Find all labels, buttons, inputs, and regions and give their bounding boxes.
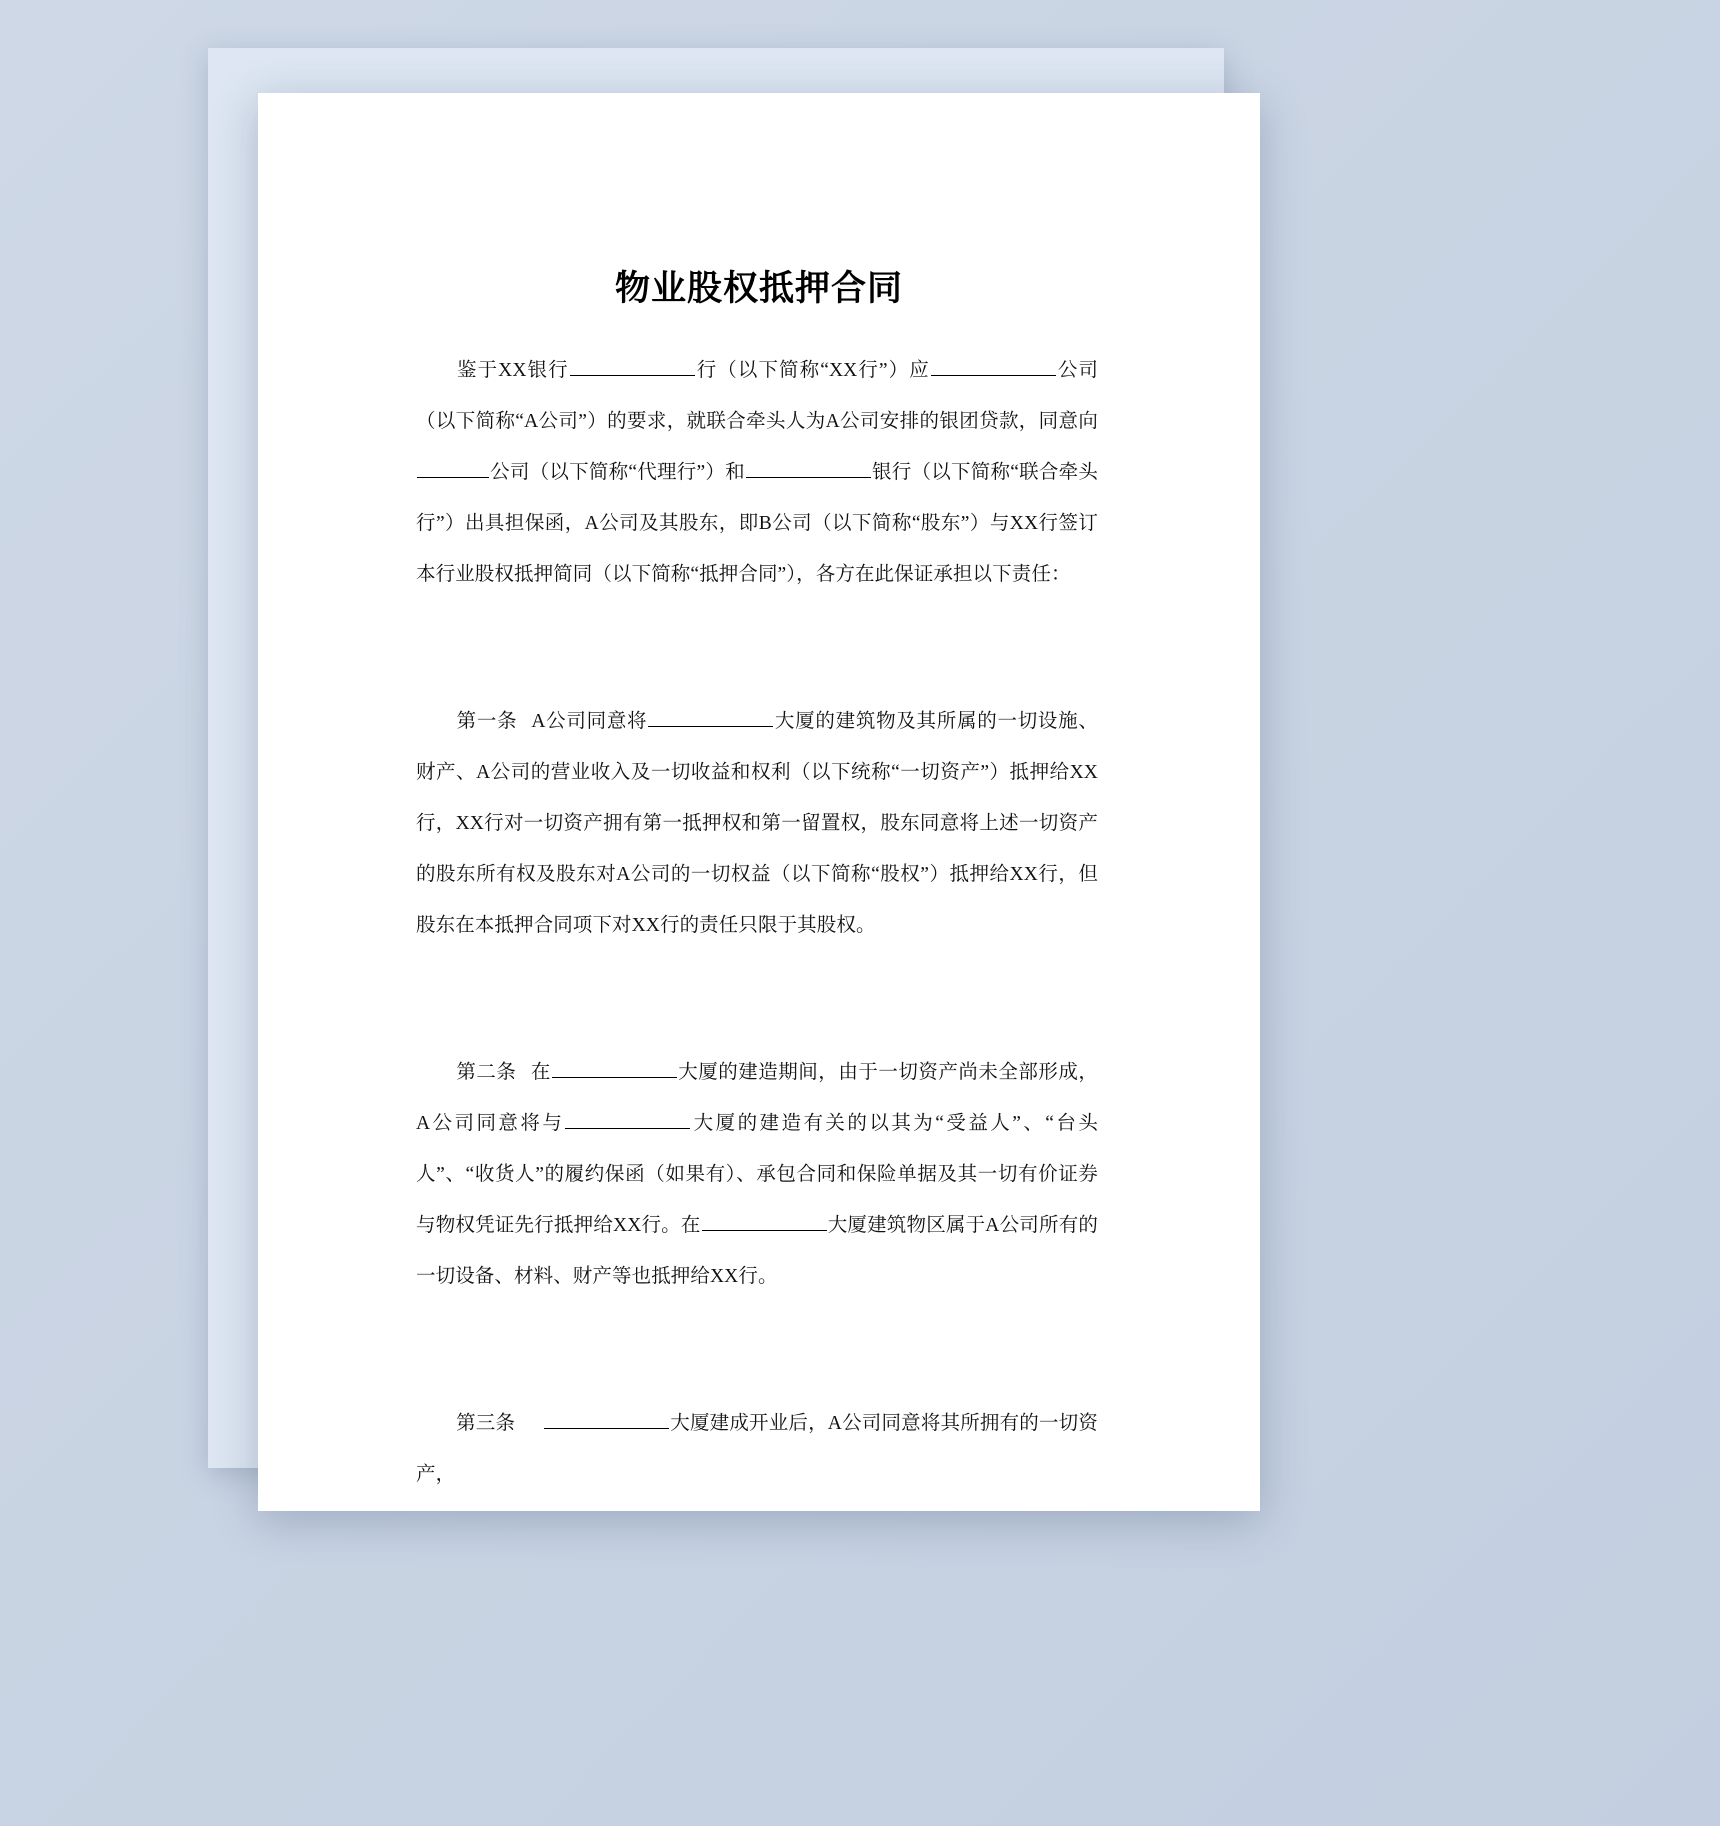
paragraph-preamble xyxy=(416,345,1098,600)
fill-in-blank[interactable] xyxy=(648,707,773,727)
document-page xyxy=(258,93,1260,1511)
fill-in-blank[interactable] xyxy=(570,356,695,376)
document-body xyxy=(416,345,1098,1500)
fill-in-blank[interactable] xyxy=(544,1409,669,1429)
text-run: 第一条 xyxy=(456,711,518,732)
text-run: 大厦的建筑物及其所属的一切设施、财产、A公司的营业收入及一切收益和权利（以下统称“一切资产”）抵押给XX行，XX行对一切资产拥有第一抵押权和第一留置权，股东同意将上述一切资产的股东所有权及股东对A公司的一切权益（以下简称“股权”）抵押给XX行，但股东在本抵押合同项下对XX行的责任只限于其股权。 xyxy=(416,711,1098,936)
text-run: 大厦的建造有关的以其为“受益人”、“台头人”、“收货人”的履约保函（如果有）、承包合同和保险单据及其一切有价证券与物权凭证先行抵押给XX行。在 xyxy=(416,1113,1098,1236)
fill-in-blank[interactable] xyxy=(931,356,1056,376)
page-title: 物业股权抵押合同 xyxy=(614,269,903,308)
page-content xyxy=(258,93,1260,1511)
text-run: 大厦建筑物区属于A公司所有的一切设备、材料、财产等也抵押给XX行。 xyxy=(416,1215,1098,1287)
text-run: 在 xyxy=(530,1062,551,1083)
text-run: 行（以下简称“XX行”）应 xyxy=(695,360,930,381)
text-run: 大厦建成开业后，A公司同意将其所拥有的一切资产， xyxy=(416,1413,1098,1485)
paragraph-article-1 xyxy=(416,696,1098,951)
paragraph-spacer xyxy=(416,951,1098,1047)
fill-in-blank[interactable] xyxy=(565,1109,690,1129)
text-run: 第三条 xyxy=(456,1413,516,1434)
text-run: 第二条 xyxy=(456,1062,517,1083)
paragraph-article-2 xyxy=(416,1047,1098,1302)
paragraph-spacer xyxy=(416,1302,1098,1398)
text-run: 大厦的建造期间，由于一切资产尚未全部形成，A公司同意将与 xyxy=(416,1062,1098,1134)
paragraph-article-3 xyxy=(416,1398,1098,1500)
text-run: 公司（以下简称“代理行”）和 xyxy=(490,462,745,483)
text-run: 鉴于XX银行 xyxy=(456,360,569,381)
fill-in-blank[interactable] xyxy=(746,458,871,478)
fill-in-blank[interactable] xyxy=(552,1058,677,1078)
paragraph-spacer xyxy=(416,600,1098,696)
fill-in-blank[interactable] xyxy=(417,458,489,478)
text-run: 银行（以下简称“联合牵头行”）出具担保函，A公司及其股东，即B公司（以下简称“股东”）与XX行签订本行业股权抵押简同（以下简称“抵押合同”），各方在此保证承担以下责任： xyxy=(416,462,1098,585)
text-run: 公司（以下简称“A公司”）的要求，就联合牵头人为A公司安排的银团贷款，同意向 xyxy=(416,360,1099,432)
fill-in-blank[interactable] xyxy=(702,1211,827,1231)
text-run: A公司同意将 xyxy=(531,711,648,732)
